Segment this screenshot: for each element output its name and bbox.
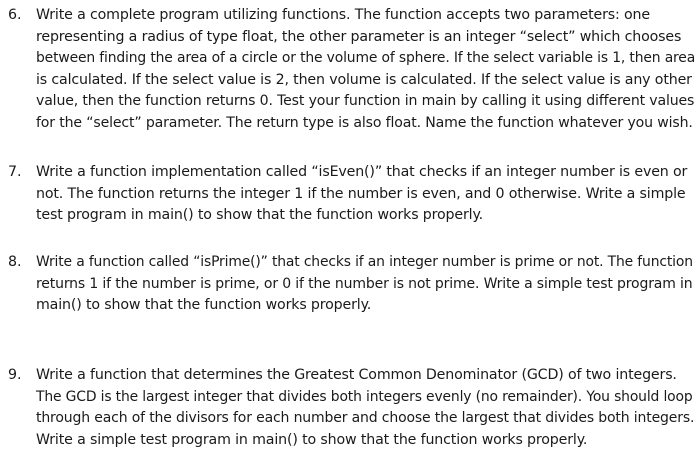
question-text-line: Write a function called “isPrime()” that checks if an integer number is prime or not. The function xyxy=(36,254,693,270)
question-text-line: between finding the area of a circle or the volume of sphere. If the select variable is 1, then area xyxy=(36,50,696,67)
question-text-line: is calculated. If the select value is 2, then volume is calculated. If the select value is any other xyxy=(36,71,692,88)
question-text-line: test program in main() to show that the function works properly. xyxy=(36,207,484,224)
question-text-line: not. The function returns the integer 1 if the number is even, and 0 otherwise. Write a simple xyxy=(36,185,686,202)
question-text-line: Write a simple test program in main() to show that the function works properly. xyxy=(36,431,588,448)
question-text-line: returns 1 if the number is prime, or 0 if the number is not prime. Write a simple test program in xyxy=(36,275,693,292)
question-text-line: through each of the divisors for each number and choose the largest that divides both integers. xyxy=(36,410,695,427)
question-text-line: The GCD is the largest integer that divides both integers evenly (no remainder). You should loop xyxy=(36,388,693,405)
question-number: 9. xyxy=(8,367,22,383)
question-text-line: Write a function implementation called “isEven()” that checks if an integer number is even or xyxy=(36,164,688,180)
question-text-line: main() to show that the function works properly. xyxy=(36,297,372,314)
question-text-line: Write a complete program utilizing functions. The function accepts two parameters: one xyxy=(36,7,650,23)
question-text-line: Write a function that determines the Greatest Common Denominator (GCD) of two integers. xyxy=(36,367,677,383)
question-text-line: representing a radius of type float, the other parameter is an integer “select” which chooses xyxy=(36,28,682,45)
question-number: 8. xyxy=(8,254,22,270)
question-number: 6. xyxy=(8,7,22,23)
question-number: 7. xyxy=(8,164,22,180)
question-text-line: value, then the function returns 0. Test your function in main by calling it using different values xyxy=(36,93,695,110)
question-text-line: for the “select” parameter. The return type is also float. Name the function whatever you wish. xyxy=(36,115,693,131)
